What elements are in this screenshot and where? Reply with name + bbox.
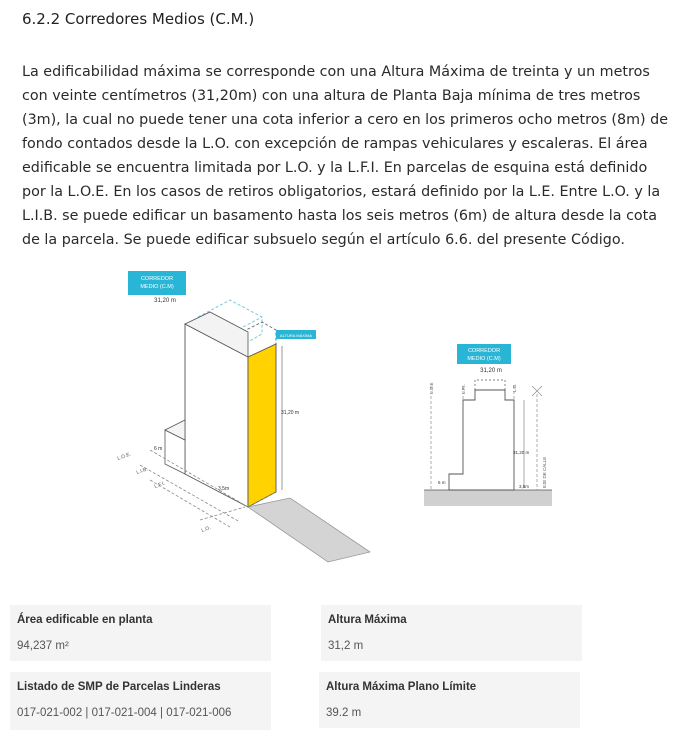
- card-smp-linderas: [10, 672, 271, 730]
- card-area-edificable: [10, 605, 271, 661]
- card-plano-limite: [319, 672, 580, 728]
- corredor-medio-diagram: [0, 262, 699, 592]
- sec-tag-line1: CORREDOR: [467, 348, 501, 354]
- sec-6m-label: 6 m: [438, 480, 446, 485]
- card-label: Área edificable en planta: [17, 614, 153, 626]
- iso-3m-label: 3,5m: [218, 486, 230, 492]
- card-label: Listado de SMP de Parcelas Linderas: [17, 681, 221, 693]
- card-label: Altura Máxima: [328, 614, 407, 626]
- sec-lo-label: L.O.: [512, 383, 517, 392]
- card-altura-maxima: [321, 605, 582, 661]
- section-paragraph: La edificabilidad máxima se corresponde con una Altura Máxima de treinta y un metros con veinte centímetros (31,20m) con una altura de Planta Baja mínima de tres metros (3m), la cual no puede tener una cota inferior a cero en los primeros ocho metros (8m) de fondo contados desde la L.O. con excepción de rampas vehiculares y escaleras. El área edificable se encuentra limitada por L.O. y la L.F.I. En parcelas de esquina está definido por la L.O.E. En los casos de retiros obligatorios, estará definido por la L.E. Entre L.O. y la L.I.B. se puede edificar un basamento hasta los seis metros (6m) de altura desde la cota de la parcela. Se puede edificar subsuelo según el artículo 6.6. del presente Código.: [22, 64, 669, 248]
- section-drawing: [424, 344, 552, 506]
- sec-3m-label: 3,5m: [519, 484, 530, 489]
- card-value: 017-021-002 | 017-021-004 | 017-021-006: [17, 707, 232, 719]
- iso-lo-label: L.O.: [200, 525, 212, 534]
- section-title: 6.2.2 Corredores Medios (C.M.): [22, 10, 255, 28]
- card-value: 39.2 m: [326, 707, 362, 719]
- sec-ground: [424, 490, 552, 506]
- iso-height-label: 31,20 m: [154, 298, 176, 304]
- iso-tag-line2: MEDIO (C.M): [140, 284, 174, 290]
- sec-height-label: 31,20 m: [480, 368, 502, 374]
- iso-side-height: 31,20 m: [281, 410, 300, 416]
- card-label: Altura Máxima Plano Límite: [326, 681, 477, 693]
- iso-yellow-facade: [248, 344, 276, 507]
- iso-sidewalk: [248, 498, 370, 562]
- iso-tag-box: [128, 271, 186, 295]
- sec-eje-label: EJE DE CALLE: [542, 456, 547, 488]
- iso-6m-label: 6 m: [154, 446, 163, 452]
- card-value: 94,237 m²: [17, 640, 69, 652]
- iso-lib-label: L.I.B.: [135, 466, 149, 476]
- iso-tag-line1: CORREDOR: [140, 276, 174, 282]
- iso-altura-label: ALTURA MÁXIMA: [279, 333, 313, 338]
- sec-side-height: 31,20 m: [513, 450, 530, 455]
- iso-lfi-label: L.F.I.: [153, 480, 166, 490]
- card-value: 31,2 m: [328, 640, 364, 652]
- sec-loe-label: L.O.E: [429, 382, 434, 394]
- iso-loe-label: L.O.E.: [116, 451, 133, 462]
- sec-lfi-label: L.F.I.: [461, 384, 466, 394]
- isometric-building: [117, 271, 370, 562]
- sec-tag-line2: MEDIO (C.M): [467, 356, 501, 362]
